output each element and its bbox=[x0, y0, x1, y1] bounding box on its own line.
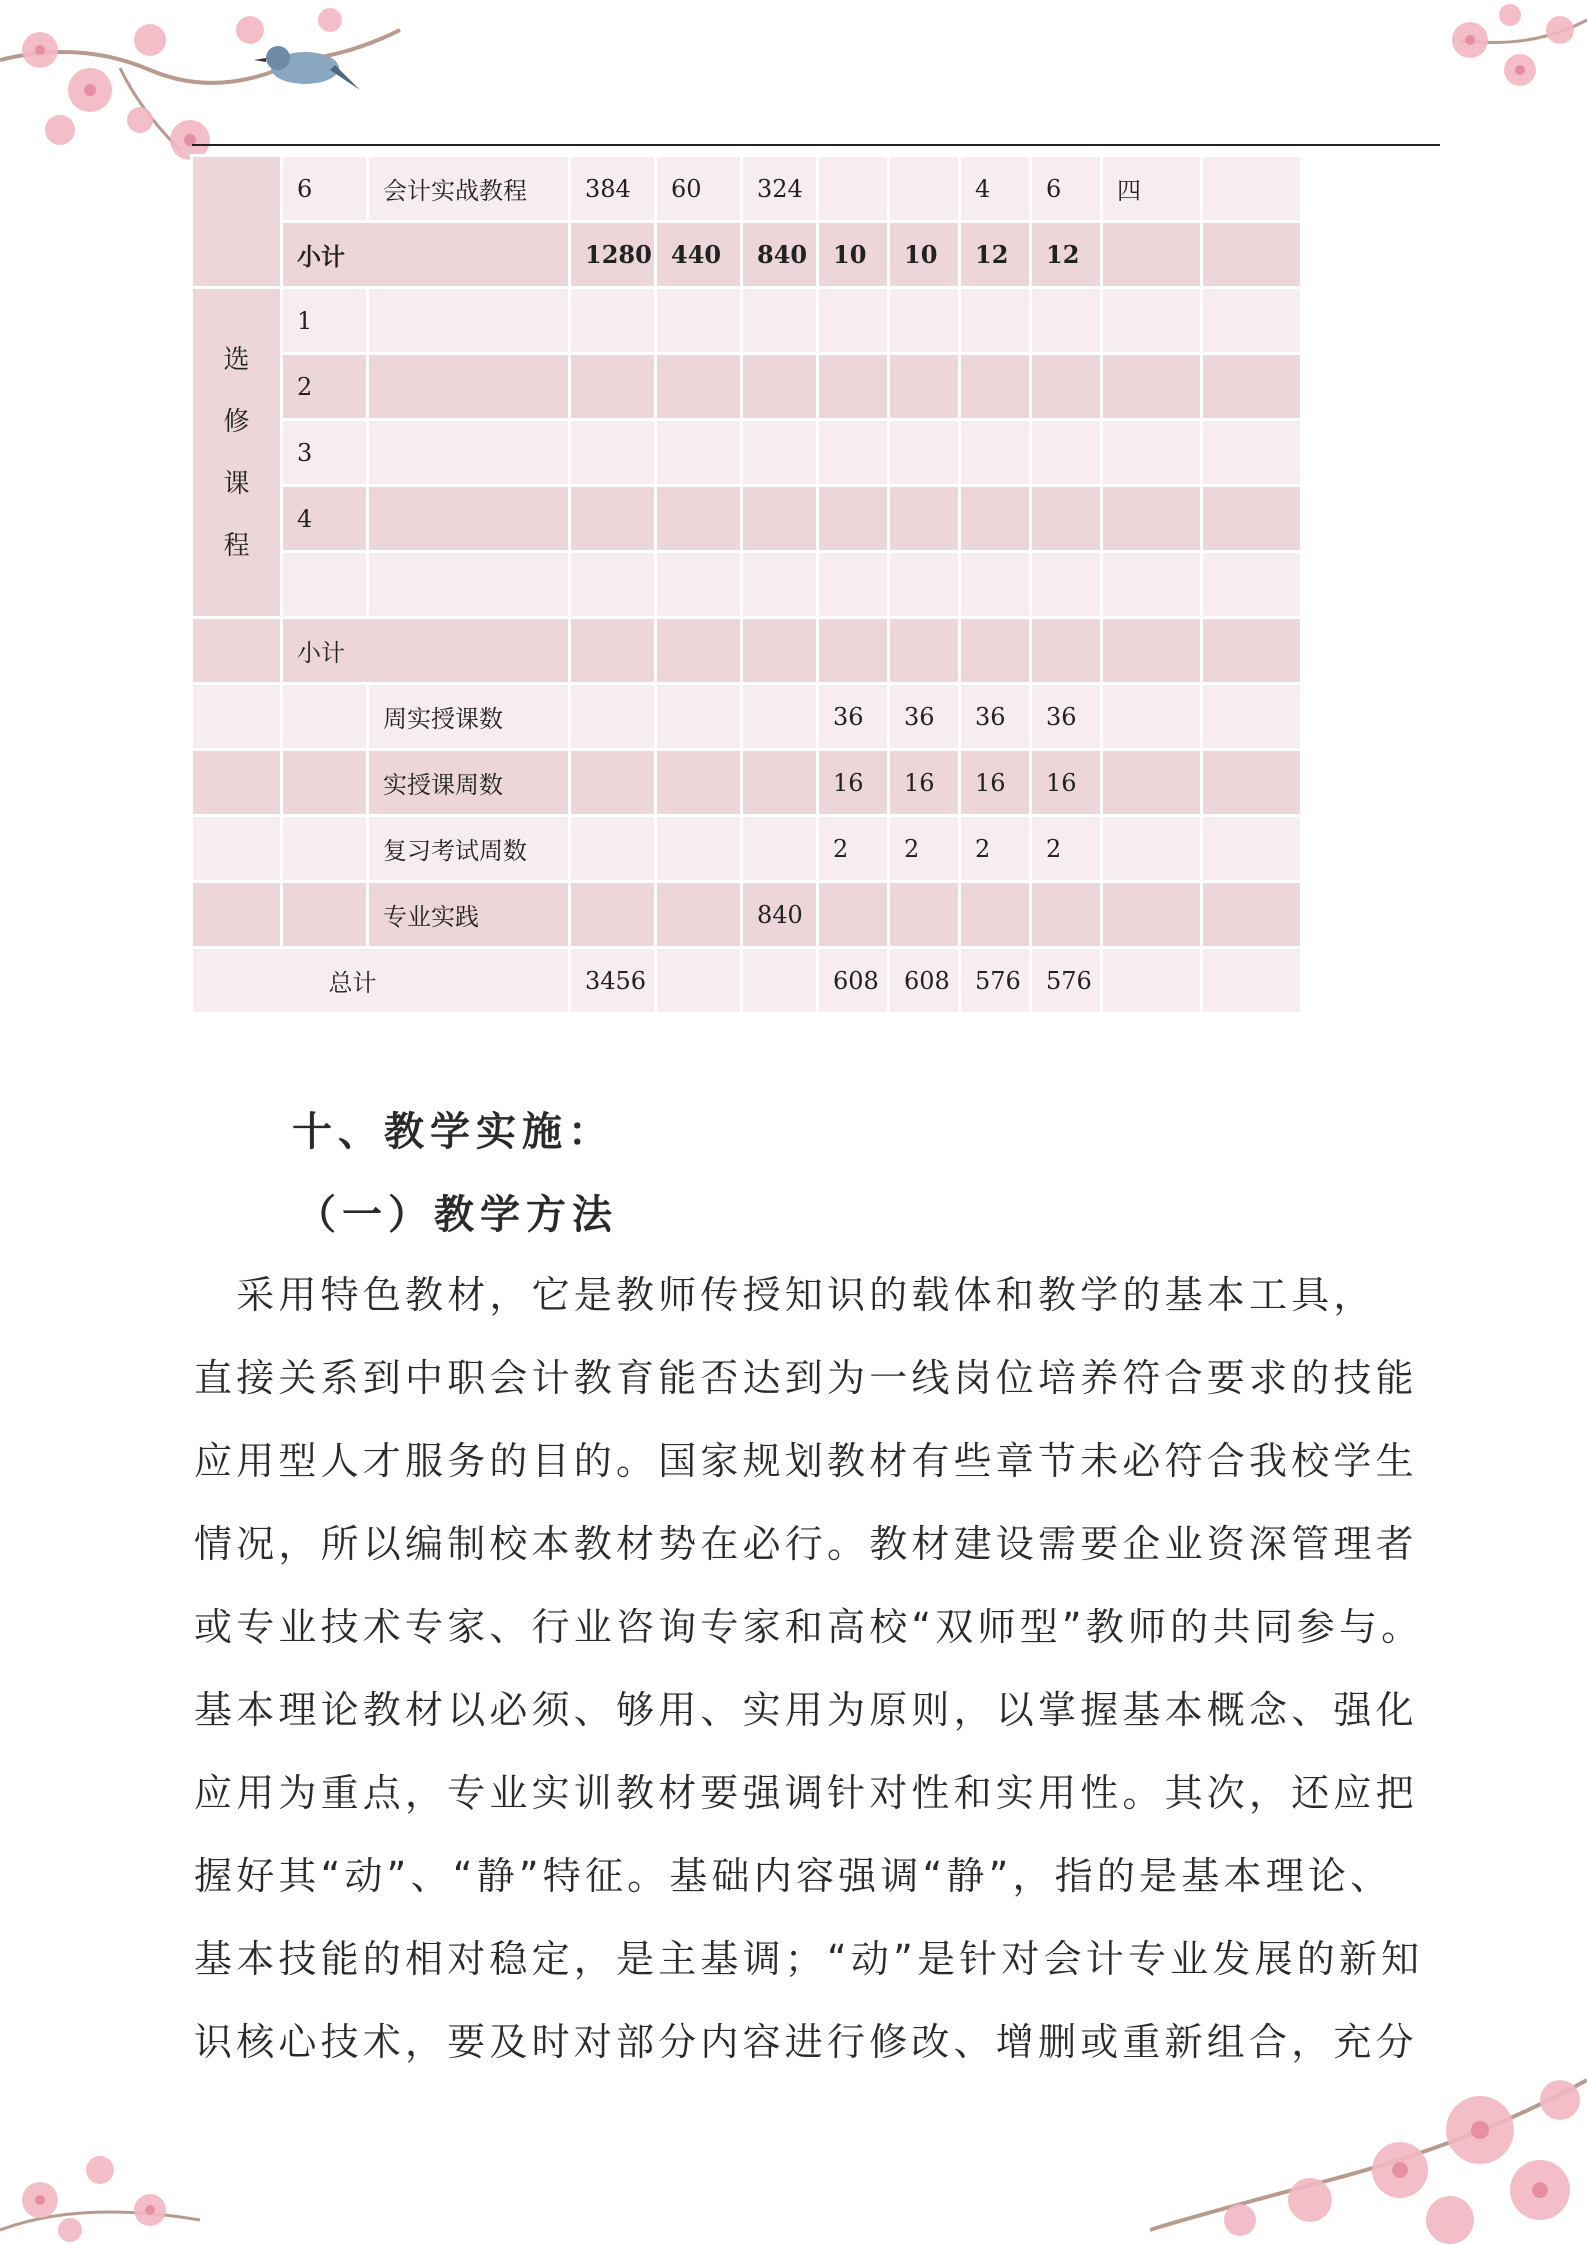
course-number: 3 bbox=[282, 420, 368, 486]
semester-4: 12 bbox=[1031, 222, 1102, 288]
semester-4: 6 bbox=[1031, 156, 1102, 222]
header-rule bbox=[192, 144, 1440, 146]
theory-hours: 440 bbox=[656, 222, 742, 288]
course-number bbox=[282, 552, 368, 618]
grand-total-label: 总计 bbox=[192, 948, 570, 1014]
note-cell bbox=[1202, 222, 1302, 288]
theory-hours: 60 bbox=[656, 156, 742, 222]
paragraph-line: 应用为重点，专业实训教材要强调针对性和实用性。其次，还应把 bbox=[194, 1771, 1418, 1815]
course-number: 2 bbox=[282, 354, 368, 420]
course-number: 4 bbox=[282, 486, 368, 552]
table-row: 周实授课数 36 36 36 36 bbox=[192, 684, 1302, 750]
paragraph-line: 或专业技术专家、行业咨询专家和高校“双师型”教师的共同参与。 bbox=[194, 1605, 1424, 1649]
paragraph-line: 握好其“动”、“静”特征。基础内容强调“静”，指的是基本理论、 bbox=[194, 1854, 1393, 1898]
summary-label: 周实授课数 bbox=[368, 684, 570, 750]
summary-label: 实授课周数 bbox=[368, 750, 570, 816]
subtotal-label: 小计 bbox=[282, 618, 570, 684]
table-row bbox=[192, 618, 1302, 684]
paragraph-line: 基本技能的相对稳定，是主基调；“动”是针对会计专业发展的新知 bbox=[194, 1937, 1424, 1981]
semester-1: 10 bbox=[818, 222, 889, 288]
elective-category-label: 选 修 课 程 bbox=[192, 288, 282, 618]
category-cell bbox=[192, 156, 282, 288]
table-row bbox=[192, 288, 1302, 354]
grand-total-row: 总计 3456 608 608 576 576 bbox=[192, 948, 1302, 1014]
course-number: 6 bbox=[282, 156, 368, 222]
cherry-blossom-bottom-left bbox=[0, 2090, 240, 2245]
table-row: 实授课周数 16 16 16 16 bbox=[192, 750, 1302, 816]
semester-1 bbox=[818, 156, 889, 222]
note-cell bbox=[1202, 156, 1302, 222]
semester-2: 10 bbox=[889, 222, 960, 288]
course-name: 会计实战教程 bbox=[368, 156, 570, 222]
total-hours: 384 bbox=[570, 156, 656, 222]
paragraph-line: 应用型人才服务的目的。国家规划教材有些章节未必符合我校学生 bbox=[194, 1439, 1418, 1483]
table-row bbox=[192, 354, 1302, 420]
grand-total-hours: 3456 bbox=[570, 948, 656, 1014]
exam-semester: 四 bbox=[1102, 156, 1202, 222]
cherry-blossom-top-right bbox=[1400, 0, 1587, 130]
semester-3: 12 bbox=[960, 222, 1031, 288]
semester-2 bbox=[889, 156, 960, 222]
paragraph-line: 直接关系到中职会计教育能否达到为一线岗位培养符合要求的技能 bbox=[194, 1356, 1418, 1400]
table-row: 专业实践 840 bbox=[192, 882, 1302, 948]
semester-3: 4 bbox=[960, 156, 1031, 222]
bird-icon bbox=[250, 30, 360, 100]
table-row bbox=[192, 420, 1302, 486]
summary-label: 复习考试周数 bbox=[368, 816, 570, 882]
course-number: 1 bbox=[282, 288, 368, 354]
table-row: 复习考试周数 2 2 2 2 bbox=[192, 816, 1302, 882]
practice-hours: 324 bbox=[742, 156, 818, 222]
table-row bbox=[192, 486, 1302, 552]
total-hours: 1280 bbox=[570, 222, 656, 288]
paragraph-line: 基本理论教材以必须、够用、实用为原则，以掌握基本概念、强化 bbox=[194, 1688, 1418, 1732]
paragraph-line: 识核心技术，要及时对部分内容进行修改、增删或重新组合，充分 bbox=[194, 2020, 1418, 2064]
table-row bbox=[192, 552, 1302, 618]
section-heading: 十、教学实施： bbox=[292, 1108, 614, 1155]
practice-hours: 840 bbox=[742, 222, 818, 288]
paragraph-line: 采用特色教材，它是教师传授知识的载体和教学的基本工具， bbox=[194, 1273, 1376, 1317]
subtotal-label: 小计 bbox=[282, 222, 570, 288]
summary-label: 专业实践 bbox=[368, 882, 570, 948]
section-subheading: （一）教学方法 bbox=[296, 1191, 618, 1238]
table-row bbox=[192, 222, 1302, 288]
exam-semester bbox=[1102, 222, 1202, 288]
table-row bbox=[192, 156, 1302, 222]
paragraph-line: 情况，所以编制校本教材势在必行。教材建设需要企业资深管理者 bbox=[194, 1522, 1418, 1566]
curriculum-table bbox=[190, 154, 1303, 1015]
